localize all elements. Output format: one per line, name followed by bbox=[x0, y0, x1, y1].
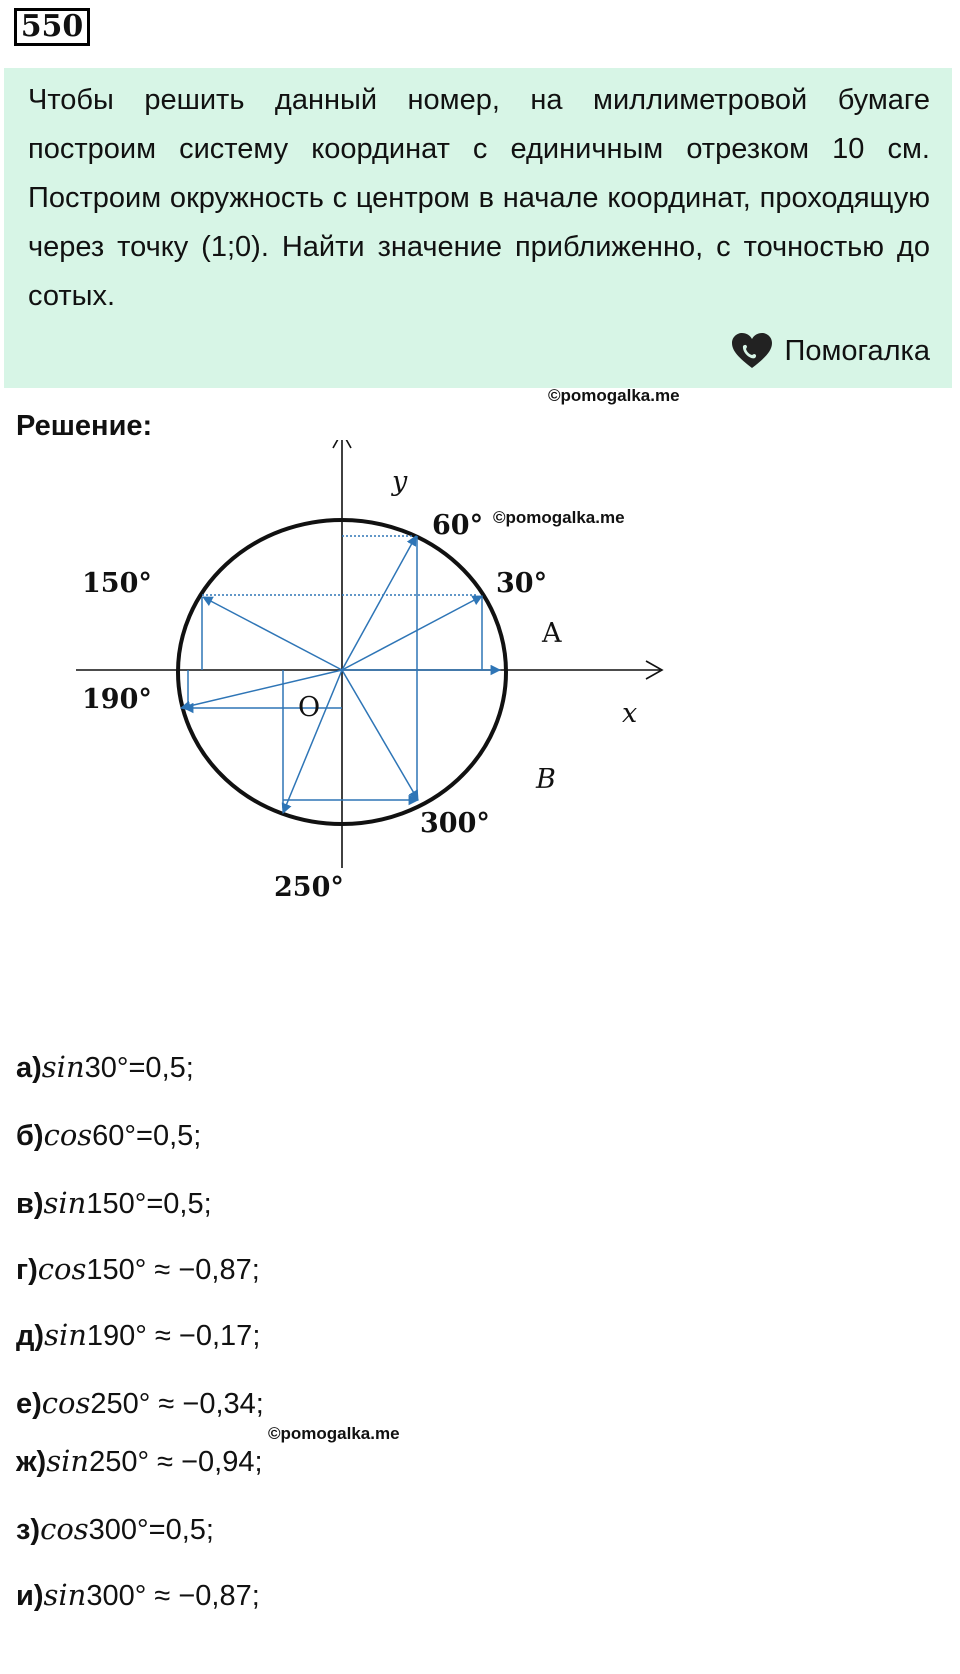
answer-item: г)cos150° ≈ −0,87; bbox=[16, 1252, 260, 1286]
axis-y-label: y bbox=[392, 466, 408, 497]
angle-label: 300° bbox=[420, 808, 490, 839]
answer-item: б)cos60°=0,5; bbox=[16, 1118, 202, 1152]
watermark: ©pomogalka.me bbox=[548, 386, 680, 405]
axis-x-label: x bbox=[622, 698, 638, 729]
answer-item: и)sin300° ≈ −0,87; bbox=[16, 1578, 260, 1612]
watermark: ©pomogalka.me bbox=[268, 1424, 400, 1443]
point-b-label: B bbox=[536, 764, 556, 795]
answer-item: в)sin150°=0,5; bbox=[16, 1186, 212, 1220]
angle-label: 250° bbox=[274, 872, 344, 903]
angle-label: 30° bbox=[496, 568, 548, 599]
answer-item: е)cos250° ≈ −0,34; bbox=[16, 1386, 264, 1420]
angle-label: 150° bbox=[82, 568, 152, 599]
answer-item: а)sin30°=0,5; bbox=[16, 1050, 194, 1084]
brand-label: Помогалка bbox=[784, 334, 930, 367]
answer-item: з)cos300°=0,5; bbox=[16, 1512, 214, 1546]
angle-label: 60° bbox=[432, 510, 484, 541]
watermark: ©pomogalka.me bbox=[493, 508, 625, 527]
task-panel bbox=[4, 68, 952, 388]
angle-label: 190° bbox=[82, 684, 152, 715]
task-text: Чтобы решить данный номер, на миллиметровой бумаге построим систему координат с единичным отрезком 10 см. Построим окружность с центром в начале координат, проходящую через точку (1;0). Найти значение приближенно, с точностью до сотых. bbox=[28, 84, 930, 312]
answer-item: ж)sin250° ≈ −0,94; bbox=[16, 1444, 263, 1478]
point-a-label: A bbox=[542, 618, 562, 649]
problem-number: 550 bbox=[14, 8, 90, 46]
axes bbox=[76, 440, 662, 868]
origin-label: O bbox=[298, 692, 321, 723]
heart-icon bbox=[731, 332, 773, 370]
brand bbox=[731, 332, 930, 370]
solution-label: Решение: bbox=[16, 410, 153, 442]
answer-item: д)sin190° ≈ −0,17; bbox=[16, 1318, 261, 1352]
unit-circle-figure bbox=[0, 440, 960, 980]
